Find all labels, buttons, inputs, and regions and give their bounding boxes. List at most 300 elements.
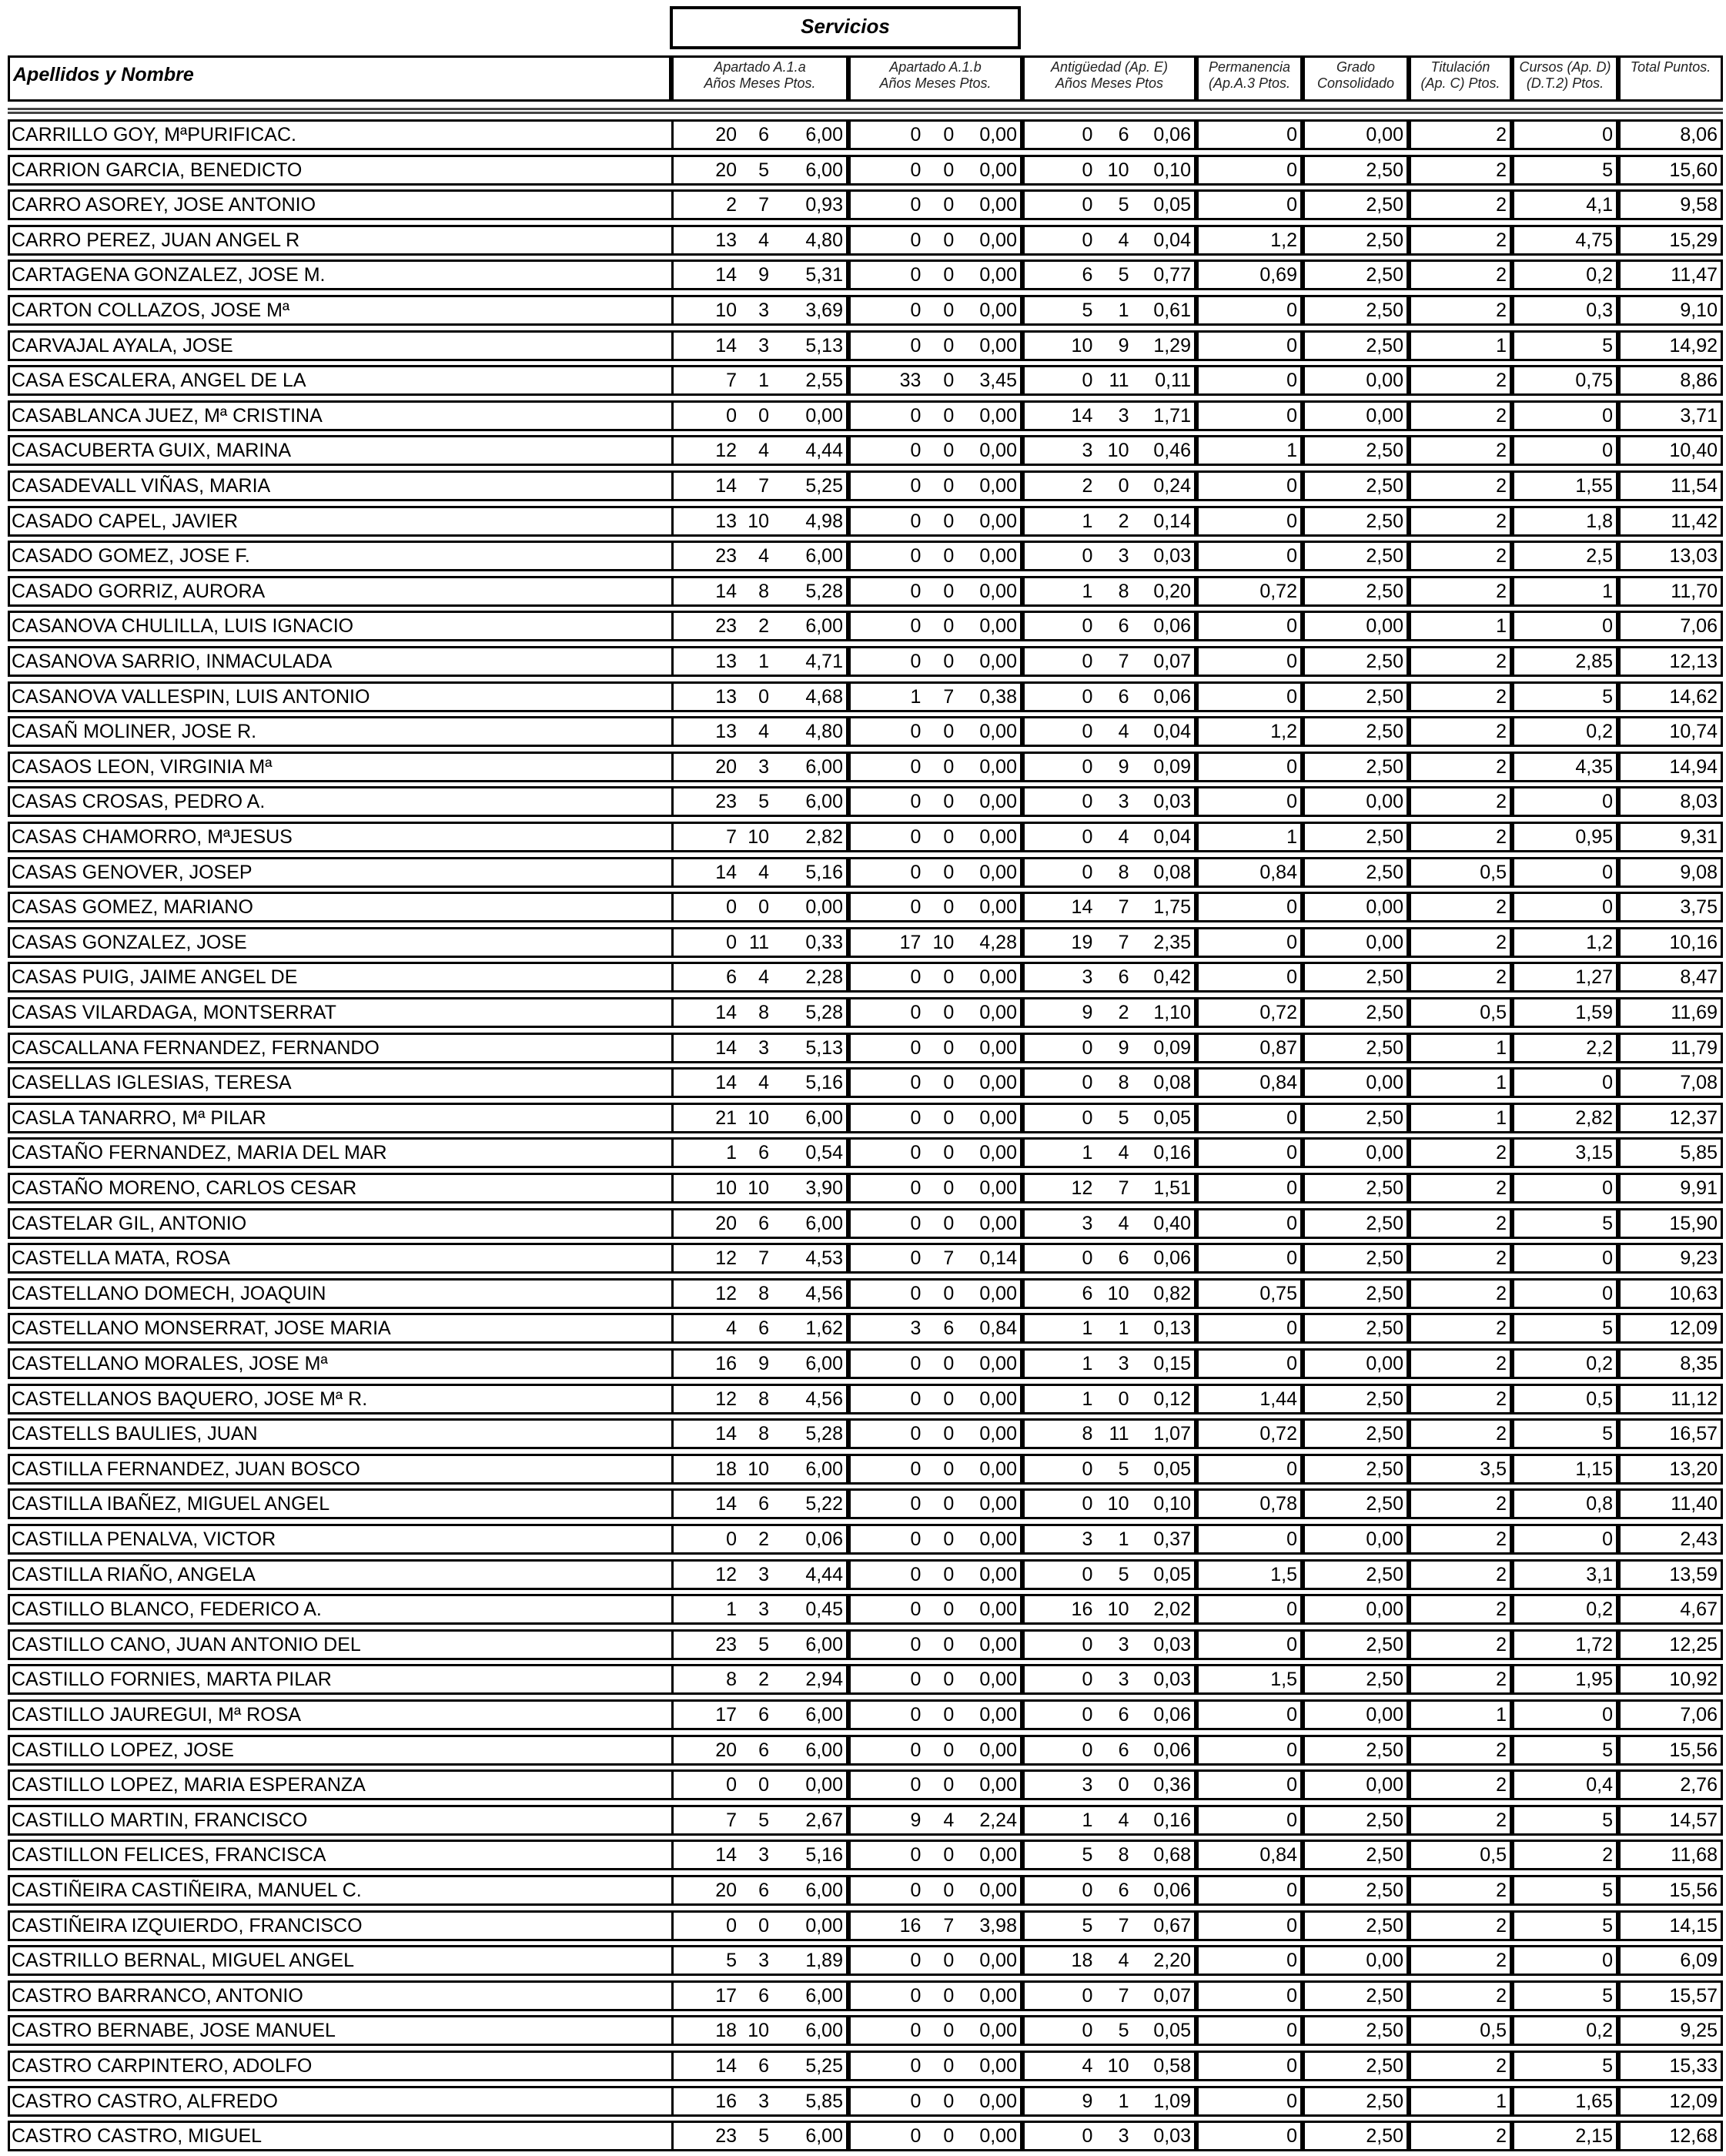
cell-permanencia: 0 <box>1196 155 1303 186</box>
cell-name: CASTILLA RIAÑO, ANGELA <box>8 1559 671 1590</box>
cell-titulacion: 2 <box>1409 1629 1512 1660</box>
table-row <box>0 1524 1726 1559</box>
cell-a1a <box>671 119 848 150</box>
cell-antiguedad-years: 0 <box>1082 1106 1093 1129</box>
cell-antiguedad-years: 1 <box>1082 1809 1093 1831</box>
cell-cursos: 0 <box>1512 400 1618 431</box>
cell-a1a <box>671 189 848 220</box>
cell-a1a-points: 0,54 <box>805 1142 843 1164</box>
table-row <box>0 470 1726 506</box>
cell-a1a-months: 9 <box>758 264 769 286</box>
cell-antiguedad-months: 6 <box>1118 1739 1129 1761</box>
cell-antiguedad-months: 4 <box>1118 826 1129 848</box>
header-cursos-sub: (D.T.2) Ptos. <box>1526 75 1604 91</box>
cell-antiguedad-years: 0 <box>1082 229 1093 251</box>
cell-a1b <box>848 1243 1022 1274</box>
header-titulacion-sub: (Ap. C) Ptos. <box>1420 75 1500 91</box>
cell-antiguedad-years: 18 <box>1071 1950 1093 1972</box>
cell-a1a <box>671 752 848 782</box>
cell-name: CARTON COLLAZOS, JOSE Mª <box>8 295 671 326</box>
cell-a1a-points: 3,69 <box>805 300 843 321</box>
cell-a1b <box>848 259 1022 290</box>
cell-a1b-months: 0 <box>943 1633 955 1656</box>
table-row <box>0 1980 1726 2016</box>
table-row <box>0 1033 1726 1068</box>
cell-a1b-months: 0 <box>943 1774 955 1796</box>
cell-antiguedad-months: 2 <box>1118 1002 1129 1023</box>
cell-a1b-months: 7 <box>943 685 955 708</box>
cell-antiguedad-years: 0 <box>1082 685 1093 708</box>
header-cursos-title: Cursos (Ap. D) <box>1519 59 1611 75</box>
cell-name: CASA ESCALERA, ANGEL DE LA <box>8 365 671 396</box>
cell-a1a-months: 5 <box>758 1633 769 1656</box>
cell-antiguedad-months: 2 <box>1118 510 1129 532</box>
cell-antiguedad <box>1022 1208 1196 1239</box>
cell-a1a <box>671 1418 848 1449</box>
cell-a1a-points: 4,98 <box>805 510 843 532</box>
cell-permanencia: 1,5 <box>1196 1664 1303 1695</box>
cell-total: 8,03 <box>1618 786 1723 817</box>
cell-cursos: 3,1 <box>1512 1559 1618 1590</box>
cell-a1a <box>671 1278 848 1309</box>
cell-a1a <box>671 1559 848 1590</box>
cell-a1a-years: 23 <box>715 615 737 638</box>
cell-antiguedad-points: 0,61 <box>1153 300 1191 321</box>
cell-a1b-months: 0 <box>943 370 955 392</box>
cell-a1a-points: 4,71 <box>805 651 843 672</box>
cell-antiguedad-years: 6 <box>1082 1282 1093 1304</box>
cell-a1b-months: 0 <box>943 1739 955 1761</box>
cell-antiguedad-years: 10 <box>1071 334 1093 357</box>
table-row <box>0 1664 1726 1699</box>
cell-a1b-months: 0 <box>943 404 955 427</box>
cell-cursos: 3,15 <box>1512 1137 1618 1168</box>
cell-a1b <box>848 1699 1022 1730</box>
cell-a1a-points: 2,28 <box>805 966 843 989</box>
cell-antiguedad-years: 1 <box>1082 580 1093 602</box>
cell-cursos: 2 <box>1512 1840 1618 1870</box>
cell-a1a <box>671 1980 848 2011</box>
cell-a1b-years: 0 <box>910 791 922 813</box>
header-separator <box>8 108 1723 110</box>
cell-a1a <box>671 1313 848 1344</box>
cell-a1b-months: 0 <box>943 1844 955 1866</box>
cell-name: CASANOVA VALLESPIN, LUIS ANTONIO <box>8 681 671 712</box>
cell-name: CASTRO BARRANCO, ANTONIO <box>8 1980 671 2011</box>
table-row <box>0 2051 1726 2086</box>
cell-total: 15,56 <box>1618 1735 1723 1766</box>
cell-antiguedad-years: 0 <box>1082 2125 1093 2148</box>
cell-a1a-points: 6,00 <box>805 1458 843 1480</box>
cell-a1a-months: 4 <box>758 229 769 251</box>
cell-a1b-years: 0 <box>910 2020 922 2042</box>
cell-a1a-months: 4 <box>758 545 769 567</box>
table-row <box>0 1067 1726 1103</box>
cell-grado: 2,50 <box>1303 1313 1409 1344</box>
cell-permanencia: 0,72 <box>1196 997 1303 1028</box>
cell-total: 9,25 <box>1618 2015 1723 2046</box>
cell-grado: 2,50 <box>1303 1629 1409 1660</box>
table-row <box>0 506 1726 541</box>
cell-a1b <box>848 962 1022 993</box>
cell-a1b-points: 3,45 <box>979 370 1017 392</box>
cell-permanencia: 0 <box>1196 189 1303 220</box>
cell-a1b-months: 0 <box>943 510 955 532</box>
cell-antiguedad <box>1022 435 1196 466</box>
cell-antiguedad-years: 0 <box>1082 755 1093 778</box>
cell-a1a <box>671 1384 848 1414</box>
cell-permanencia: 0,72 <box>1196 576 1303 607</box>
cell-antiguedad-points: 2,02 <box>1153 1599 1191 1621</box>
cell-cursos: 0 <box>1512 786 1618 817</box>
cell-antiguedad-years: 1 <box>1082 1317 1093 1340</box>
cell-titulacion: 2 <box>1409 927 1512 958</box>
cell-antiguedad <box>1022 155 1196 186</box>
cell-antiguedad <box>1022 1805 1196 1836</box>
cell-titulacion: 1 <box>1409 611 1512 641</box>
cell-a1b-years: 0 <box>910 545 922 567</box>
cell-total: 12,09 <box>1618 2086 1723 2117</box>
cell-titulacion: 2 <box>1409 259 1512 290</box>
header-titulacion <box>1409 55 1512 102</box>
table-row <box>0 400 1726 436</box>
cell-a1b-points: 0,00 <box>979 580 1017 602</box>
cell-a1a-points: 2,82 <box>805 826 843 848</box>
cell-permanencia: 0 <box>1196 365 1303 396</box>
cell-a1a-years: 1 <box>726 1599 737 1621</box>
cell-permanencia: 0 <box>1196 330 1303 361</box>
cell-permanencia: 0,72 <box>1196 1418 1303 1449</box>
cell-a1b <box>848 1348 1022 1379</box>
cell-a1a-points: 2,94 <box>805 1669 843 1691</box>
cell-permanencia: 0 <box>1196 962 1303 993</box>
table-row <box>0 962 1726 997</box>
header-grado-title: Grado <box>1336 59 1376 75</box>
cell-a1a-months: 6 <box>758 1212 769 1234</box>
cell-a1b <box>848 2086 1022 2117</box>
cell-a1a-years: 14 <box>715 580 737 602</box>
cell-a1b-points: 0,00 <box>979 966 1017 989</box>
cell-total: 8,35 <box>1618 1348 1723 1379</box>
table-row <box>0 927 1726 962</box>
cell-antiguedad <box>1022 470 1196 501</box>
cell-grado: 2,50 <box>1303 1805 1409 1836</box>
cell-antiguedad <box>1022 1348 1196 1379</box>
cell-antiguedad-points: 2,20 <box>1153 1950 1191 1972</box>
cell-a1a-months: 3 <box>758 1036 769 1059</box>
cell-cursos: 2,2 <box>1512 1033 1618 1063</box>
cell-name: CASTILLO LOPEZ, JOSE <box>8 1735 671 1766</box>
cell-a1b <box>848 1208 1022 1239</box>
cell-a1a-points: 5,25 <box>805 2055 843 2077</box>
cell-a1a-months: 11 <box>749 931 769 953</box>
cell-antiguedad <box>1022 716 1196 747</box>
cell-a1a-months: 10 <box>748 1177 769 1199</box>
cell-a1b-years: 0 <box>910 1212 922 1234</box>
header-a1a-sub: Años Meses Ptos. <box>704 75 816 91</box>
cell-a1a-years: 16 <box>715 1353 737 1374</box>
cell-antiguedad-months: 5 <box>1118 1458 1129 1480</box>
cell-antiguedad-months: 0 <box>1118 475 1129 497</box>
cell-antiguedad <box>1022 857 1196 888</box>
cell-a1b-points: 0,00 <box>979 1669 1017 1691</box>
cell-a1b <box>848 1137 1022 1168</box>
cell-a1b-months: 0 <box>943 1106 955 1129</box>
cell-a1a <box>671 1208 848 1239</box>
cell-antiguedad-months: 3 <box>1118 404 1129 427</box>
cell-a1b-months: 0 <box>943 2090 955 2112</box>
cell-a1b-years: 9 <box>910 1809 922 1831</box>
cell-a1b-years: 0 <box>910 229 922 251</box>
cell-a1b-months: 0 <box>943 1880 955 1901</box>
cell-a1a-years: 1 <box>726 1142 737 1164</box>
cell-a1b-months: 0 <box>943 2125 955 2148</box>
cell-antiguedad-years: 4 <box>1082 2055 1093 2077</box>
cell-antiguedad <box>1022 611 1196 641</box>
cell-total: 12,09 <box>1618 1313 1723 1344</box>
cell-total: 12,25 <box>1618 1629 1723 1660</box>
cell-a1b <box>848 1278 1022 1309</box>
cell-a1a <box>671 822 848 852</box>
table-row <box>0 822 1726 857</box>
cell-a1a-points: 4,53 <box>805 1247 843 1270</box>
header-antiguedad-sub: Años Meses Ptos <box>1055 75 1164 91</box>
table-row <box>0 1384 1726 1419</box>
cell-a1a-years: 7 <box>726 370 737 392</box>
cell-a1b-years: 0 <box>910 334 922 357</box>
table-row <box>0 1840 1726 1875</box>
cell-titulacion: 2 <box>1409 1348 1512 1379</box>
cell-antiguedad-points: 1,75 <box>1153 896 1191 919</box>
table-row <box>0 295 1726 330</box>
table-row <box>0 1559 1726 1595</box>
cell-antiguedad-months: 3 <box>1118 1353 1129 1374</box>
cell-titulacion: 0,5 <box>1409 1840 1512 1870</box>
cell-grado: 2,50 <box>1303 1735 1409 1766</box>
cell-antiguedad <box>1022 646 1196 677</box>
cell-a1b-points: 0,14 <box>979 1247 1017 1270</box>
table-row <box>0 225 1726 260</box>
cell-antiguedad-years: 0 <box>1082 826 1093 848</box>
cell-a1b-points: 0,00 <box>979 755 1017 778</box>
cell-name: CASACUBERTA GUIX, MARINA <box>8 435 671 466</box>
cell-antiguedad-years: 1 <box>1082 1353 1093 1374</box>
cell-a1b <box>848 1418 1022 1449</box>
cell-antiguedad-points: 0,09 <box>1153 1036 1191 1059</box>
cell-permanencia: 1,2 <box>1196 716 1303 747</box>
cell-grado: 2,50 <box>1303 1208 1409 1239</box>
cell-a1a-points: 5,28 <box>805 1002 843 1023</box>
cell-a1a-points: 0,06 <box>805 1528 843 1550</box>
cell-permanencia: 1,5 <box>1196 1559 1303 1590</box>
cell-total: 9,10 <box>1618 295 1723 326</box>
cell-a1a-years: 20 <box>715 124 737 146</box>
cell-antiguedad-points: 0,03 <box>1153 2125 1191 2148</box>
cell-a1a-points: 6,00 <box>805 1704 843 1726</box>
table-row <box>0 1594 1726 1629</box>
header-cursos <box>1512 55 1618 102</box>
cell-a1a-years: 0 <box>726 1774 737 1796</box>
cell-total: 14,57 <box>1618 1805 1723 1836</box>
cell-a1a <box>671 470 848 501</box>
cell-a1b-points: 0,84 <box>979 1317 1017 1340</box>
cell-permanencia: 0 <box>1196 927 1303 958</box>
cell-a1b-years: 0 <box>910 1844 922 1866</box>
cell-antiguedad-points: 0,07 <box>1153 651 1191 672</box>
cell-a1b-years: 0 <box>910 721 922 743</box>
cell-a1a-months: 10 <box>748 1458 769 1480</box>
cell-grado: 2,50 <box>1303 1278 1409 1309</box>
cell-antiguedad-points: 0,03 <box>1153 1669 1191 1691</box>
cell-name: CASADO GORRIZ, AURORA <box>8 576 671 607</box>
cell-antiguedad-years: 0 <box>1082 861 1093 883</box>
cell-grado: 2,50 <box>1303 857 1409 888</box>
table-row <box>0 857 1726 892</box>
cell-permanencia: 1 <box>1196 435 1303 466</box>
cell-a1b-points: 0,00 <box>979 1493 1017 1515</box>
cell-name: CASAOS LEON, VIRGINIA Mª <box>8 752 671 782</box>
cell-grado: 2,50 <box>1303 225 1409 256</box>
cell-a1a <box>671 1629 848 1660</box>
cell-grado: 0,00 <box>1303 1769 1409 1800</box>
cell-a1b <box>848 2121 1022 2151</box>
cell-grado: 2,50 <box>1303 1980 1409 2011</box>
cell-a1a-years: 0 <box>726 1914 737 1937</box>
cell-a1a-points: 0,45 <box>805 1599 843 1621</box>
cell-antiguedad-points: 0,10 <box>1153 159 1191 181</box>
cell-a1a-months: 3 <box>758 2090 769 2112</box>
cell-total: 15,60 <box>1618 155 1723 186</box>
cell-a1b-points: 0,00 <box>979 545 1017 567</box>
cell-antiguedad-months: 9 <box>1118 334 1129 357</box>
cell-a1b-months: 0 <box>943 2055 955 2077</box>
cell-titulacion: 2 <box>1409 225 1512 256</box>
cell-antiguedad-months: 5 <box>1118 1563 1129 1585</box>
cell-antiguedad-points: 0,06 <box>1153 1880 1191 1901</box>
cell-titulacion: 2 <box>1409 1559 1512 1590</box>
cell-name: CASTRILLO BERNAL, MIGUEL ANGEL <box>8 1945 671 1976</box>
cell-a1b <box>848 786 1022 817</box>
cell-titulacion: 2 <box>1409 752 1512 782</box>
cell-a1b-points: 0,00 <box>979 1458 1017 1480</box>
cell-name: CASTILLON FELICES, FRANCISCA <box>8 1840 671 1870</box>
cell-titulacion: 2 <box>1409 1278 1512 1309</box>
cell-a1b-years: 0 <box>910 1669 922 1691</box>
cell-antiguedad-years: 1 <box>1082 1388 1093 1410</box>
cell-total: 10,63 <box>1618 1278 1723 1309</box>
cell-permanencia: 0 <box>1196 1208 1303 1239</box>
cell-antiguedad-years: 1 <box>1082 1142 1093 1164</box>
cell-antiguedad-years: 3 <box>1082 966 1093 989</box>
cell-total: 12,37 <box>1618 1103 1723 1133</box>
cell-a1a-months: 6 <box>758 2055 769 2077</box>
cell-grado: 0,00 <box>1303 1348 1409 1379</box>
cell-titulacion: 1 <box>1409 2086 1512 2117</box>
cell-permanencia: 0 <box>1196 1769 1303 1800</box>
cell-a1b-months: 0 <box>943 440 955 462</box>
table-row <box>0 365 1726 400</box>
cell-antiguedad <box>1022 1137 1196 1168</box>
cell-a1a-points: 0,00 <box>805 404 843 427</box>
cell-antiguedad-months: 7 <box>1118 1984 1129 2007</box>
table-row <box>0 1945 1726 1980</box>
cell-antiguedad-points: 0,42 <box>1153 966 1191 989</box>
cell-antiguedad-years: 9 <box>1082 2090 1093 2112</box>
cell-antiguedad <box>1022 681 1196 712</box>
cell-cursos: 0 <box>1512 1278 1618 1309</box>
cell-name: CASAS VILARDAGA, MONTSERRAT <box>8 997 671 1028</box>
cell-cursos: 1,8 <box>1512 506 1618 537</box>
table-row <box>0 155 1726 190</box>
cell-a1a <box>671 1945 848 1976</box>
cell-antiguedad <box>1022 1629 1196 1660</box>
cell-a1a-years: 14 <box>715 1493 737 1515</box>
cell-name: CASTELAR GIL, ANTONIO <box>8 1208 671 1239</box>
cell-grado: 0,00 <box>1303 1137 1409 1168</box>
cell-cursos: 1,15 <box>1512 1454 1618 1485</box>
cell-a1a <box>671 1524 848 1555</box>
cell-a1a-points: 6,00 <box>805 1984 843 2007</box>
table-row <box>0 1137 1726 1173</box>
cell-a1b-months: 0 <box>943 651 955 672</box>
cell-antiguedad-years: 3 <box>1082 1212 1093 1234</box>
cell-a1b-months: 0 <box>943 1212 955 1234</box>
cell-antiguedad-months: 4 <box>1118 229 1129 251</box>
cell-name: CASADO GOMEZ, JOSE F. <box>8 541 671 571</box>
cell-grado: 2,50 <box>1303 1033 1409 1063</box>
cell-a1b-points: 0,00 <box>979 1142 1017 1164</box>
cell-a1b-months: 0 <box>943 861 955 883</box>
cell-a1a-years: 12 <box>715 1247 737 1270</box>
cell-a1a-years: 14 <box>715 1844 737 1866</box>
cell-a1a-points: 6,00 <box>805 2020 843 2042</box>
cell-a1a-points: 6,00 <box>805 791 843 813</box>
cell-antiguedad-years: 3 <box>1082 1774 1093 1796</box>
cell-antiguedad-months: 5 <box>1118 2020 1129 2042</box>
cell-grado: 2,50 <box>1303 1243 1409 1274</box>
cell-a1a-years: 13 <box>715 721 737 743</box>
cell-antiguedad-months: 0 <box>1118 1774 1129 1796</box>
cell-a1a-months: 8 <box>758 1423 769 1445</box>
cell-antiguedad-years: 0 <box>1082 1669 1093 1691</box>
cell-antiguedad <box>1022 2015 1196 2046</box>
cell-a1b <box>848 506 1022 537</box>
cell-titulacion: 2 <box>1409 1769 1512 1800</box>
cell-cursos: 0 <box>1512 892 1618 922</box>
cell-a1b-points: 0,00 <box>979 1282 1017 1304</box>
cell-antiguedad-months: 6 <box>1118 1880 1129 1901</box>
cell-name: CASTILLA FERNANDEZ, JUAN BOSCO <box>8 1454 671 1485</box>
cell-name: CASTILLO FORNIES, MARTA PILAR <box>8 1664 671 1695</box>
cell-permanencia: 0,87 <box>1196 1033 1303 1063</box>
cell-a1a-months: 3 <box>758 755 769 778</box>
cell-antiguedad-months: 7 <box>1118 931 1129 953</box>
cell-cursos: 0,2 <box>1512 2015 1618 2046</box>
cell-antiguedad <box>1022 506 1196 537</box>
cell-a1b-points: 0,00 <box>979 2090 1017 2112</box>
cell-permanencia: 0 <box>1196 892 1303 922</box>
cell-a1a <box>671 541 848 571</box>
cell-a1b-points: 0,00 <box>979 300 1017 321</box>
cell-a1b-years: 0 <box>910 1739 922 1761</box>
cell-permanencia: 1,2 <box>1196 225 1303 256</box>
cell-a1b-points: 0,00 <box>979 651 1017 672</box>
cell-total: 3,75 <box>1618 892 1723 922</box>
cell-total: 3,71 <box>1618 400 1723 431</box>
cell-antiguedad-months: 6 <box>1118 685 1129 708</box>
cell-total: 13,03 <box>1618 541 1723 571</box>
cell-a1a-years: 5 <box>726 1950 737 1972</box>
